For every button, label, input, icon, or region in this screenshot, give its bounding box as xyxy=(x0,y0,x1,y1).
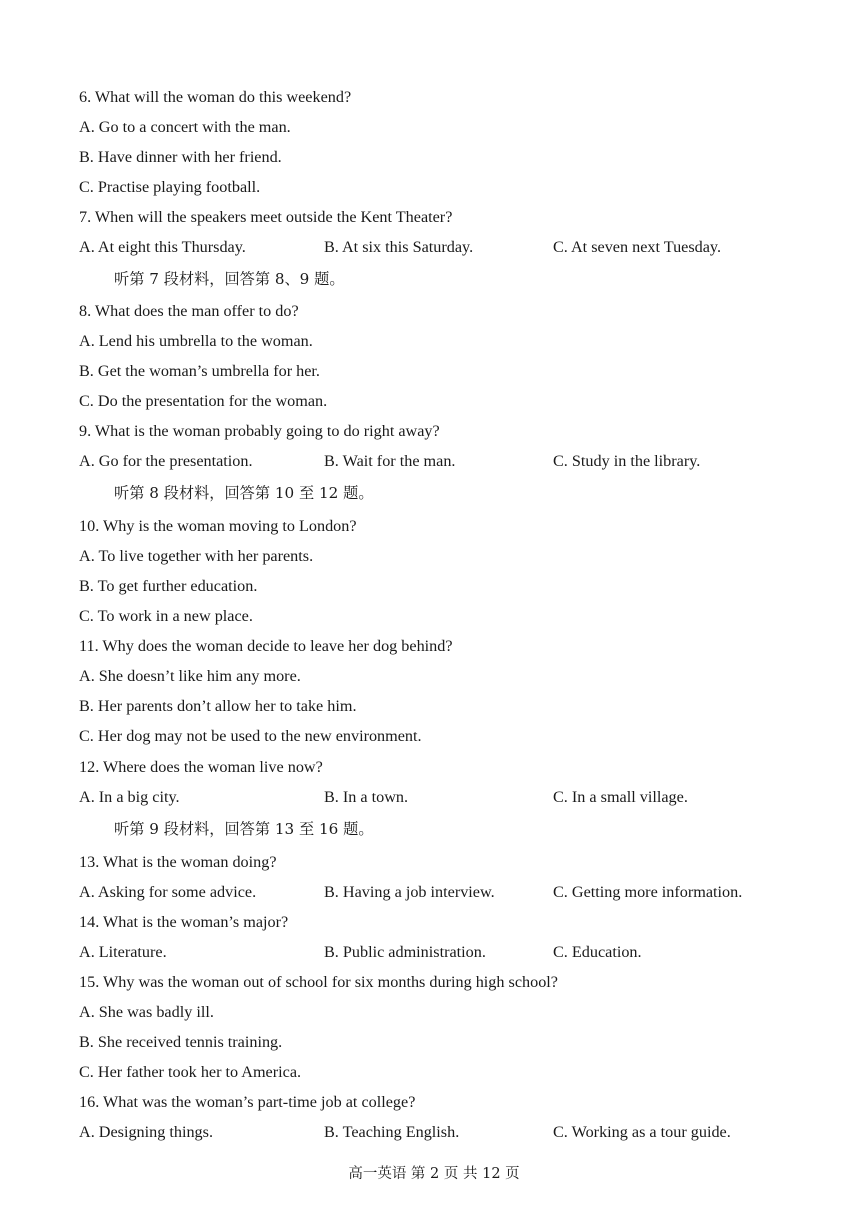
option-b: B. At six this Saturday. xyxy=(324,238,474,256)
option: A. Lend his umbrella to the woman. xyxy=(79,332,313,350)
question: 13. What is the woman doing? xyxy=(79,853,277,871)
option: C. Practise playing football. xyxy=(79,178,261,196)
option-a: A. Go for the presentation. xyxy=(79,452,253,470)
page-footer: 高一英语 第 2 页 共 12 页 xyxy=(348,1166,520,1182)
question: 7. When will the speakers meet outside the Kent Theater? xyxy=(79,208,453,226)
section-instruction: 听第 9 段材料，回答第 13 至 16 题。 xyxy=(114,820,374,838)
section-instruction: 听第 7 段材料，回答第 8、9 题。 xyxy=(114,270,345,288)
question: 15. Why was the woman out of school for six months during high school? xyxy=(79,973,558,991)
question: 14. What is the woman’s major? xyxy=(79,913,289,931)
option-c: C. At seven next Tuesday. xyxy=(553,238,722,256)
question: 9. What is the woman probably going to do right away? xyxy=(79,422,440,440)
question: 10. Why is the woman moving to London? xyxy=(79,517,357,535)
question: 8. What does the man offer to do? xyxy=(79,302,299,320)
option: B. She received tennis training. xyxy=(79,1033,283,1051)
option-b: B. In a town. xyxy=(324,788,409,806)
option-a: A. In a big city. xyxy=(79,788,180,806)
question: 6. What will the woman do this weekend? xyxy=(79,88,352,106)
option: C. Do the presentation for the woman. xyxy=(79,392,328,410)
option-b: B. Public administration. xyxy=(324,943,486,961)
option-b: B. Wait for the man. xyxy=(324,452,456,470)
option: B. To get further education. xyxy=(79,577,258,595)
option: C. Her dog may not be used to the new environment. xyxy=(79,727,422,745)
option-b: B. Having a job interview. xyxy=(324,883,495,901)
option-c: C. In a small village. xyxy=(553,788,688,806)
option: C. Her father took her to America. xyxy=(79,1063,302,1081)
question: 12. Where does the woman live now? xyxy=(79,758,323,776)
option: B. Have dinner with her friend. xyxy=(79,148,282,166)
option: A. She was badly ill. xyxy=(79,1003,214,1021)
section-instruction: 听第 8 段材料，回答第 10 至 12 题。 xyxy=(114,484,374,502)
option: A. To live together with her parents. xyxy=(79,547,314,565)
option-c: C. Working as a tour guide. xyxy=(553,1123,731,1141)
option-a: A. Literature. xyxy=(79,943,167,961)
question: 16. What was the woman’s part-time job at college? xyxy=(79,1093,416,1111)
option-c: C. Study in the library. xyxy=(553,452,701,470)
question: 11. Why does the woman decide to leave her dog behind? xyxy=(79,637,453,655)
option-c: C. Education. xyxy=(553,943,642,961)
option-a: A. Asking for some advice. xyxy=(79,883,257,901)
option-a: A. At eight this Thursday. xyxy=(79,238,246,256)
option: A. Go to a concert with the man. xyxy=(79,118,291,136)
option: A. She doesn’t like him any more. xyxy=(79,667,301,685)
option-b: B. Teaching English. xyxy=(324,1123,460,1141)
option: B. Get the woman’s umbrella for her. xyxy=(79,362,320,380)
option: B. Her parents don’t allow her to take him. xyxy=(79,697,357,715)
option-c: C. Getting more information. xyxy=(553,883,743,901)
option-a: A. Designing things. xyxy=(79,1123,213,1141)
option: C. To work in a new place. xyxy=(79,607,253,625)
